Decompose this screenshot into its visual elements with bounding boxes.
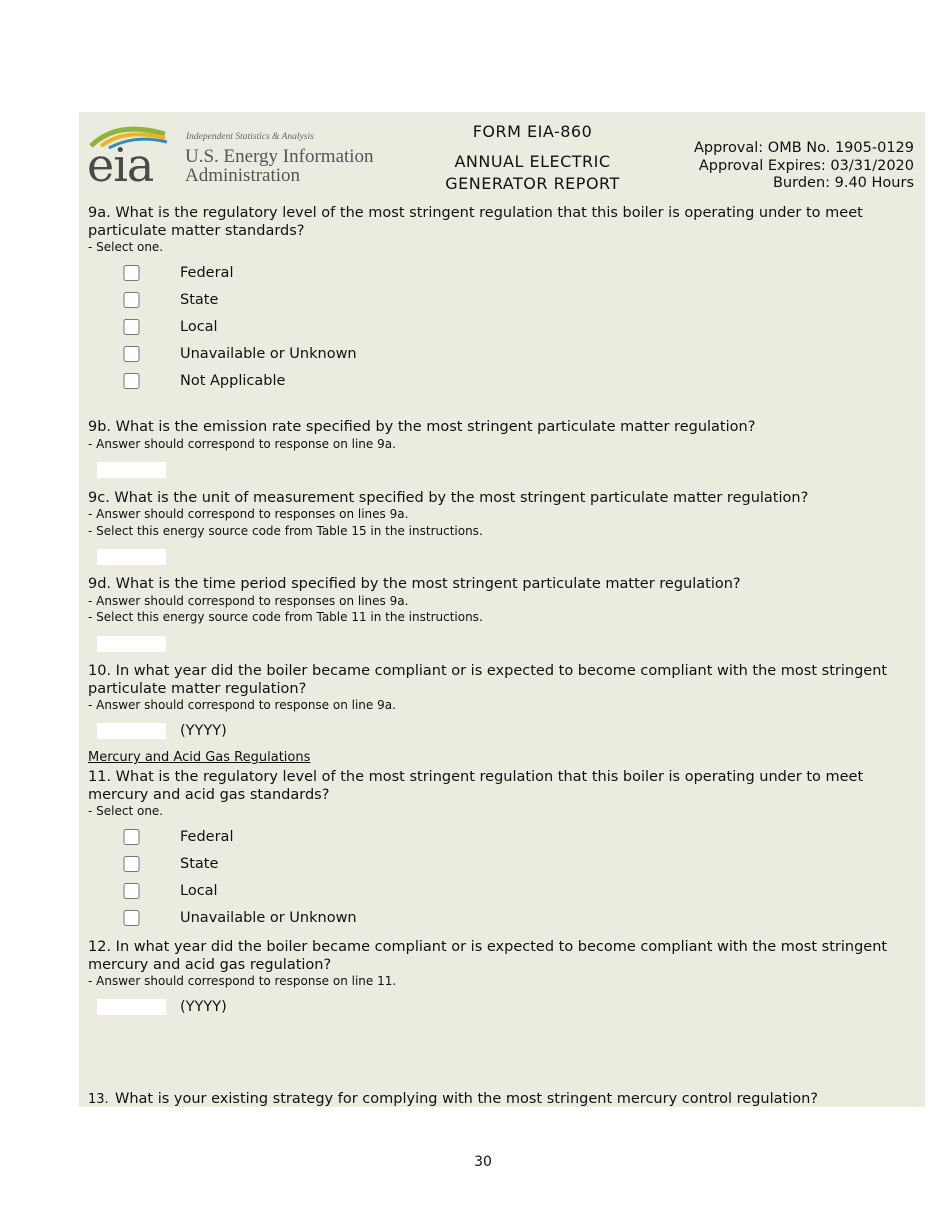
logo-name-line2: Administration — [185, 165, 301, 186]
question-12: 12. In what year did the boiler became compliant or is expected to become compliant with the most stringent mercury and acid gas regulation? — [88, 939, 888, 973]
unit-of-measurement-input[interactable] — [97, 549, 166, 565]
option-9a-local-box[interactable] — [97, 319, 166, 335]
mercury-compliance-year-input[interactable] — [97, 999, 166, 1015]
note-12: - Answer should correspond to response on line 11. — [88, 974, 397, 988]
option-9a-na-box[interactable] — [97, 373, 166, 389]
approval-block — [694, 140, 914, 193]
question-9a: 9a. What is the regulatory level of the most stringent regulation that this boiler is operating under to meet particulate matter standards? — [88, 205, 863, 239]
year-format-12: (YYYY) — [180, 999, 227, 1015]
time-period-input[interactable] — [97, 636, 166, 652]
option-9a-na: Not Applicable — [180, 373, 286, 389]
form-title-line2: GENERATOR REPORT — [445, 174, 620, 193]
pm-compliance-year-input[interactable] — [97, 723, 166, 739]
year-format-10: (YYYY) — [180, 723, 227, 739]
eia-mark: eia — [87, 138, 154, 192]
question-9b: 9b. What is the emission rate specified by the most stringent particulate matter regulation? — [88, 419, 756, 435]
eia-logo — [87, 122, 387, 192]
note-9d-2: - Select this energy source code from Table 11 in the instructions. — [88, 610, 483, 624]
note-9d-1: - Answer should correspond to responses on lines 9a. — [88, 594, 409, 608]
note-11: - Select one. — [88, 804, 164, 818]
option-11-unknown: Unavailable or Unknown — [180, 910, 357, 926]
question-11: 11. What is the regulatory level of the most stringent regulation that this boiler is operating under to meet mercury and acid gas standards? — [88, 769, 864, 803]
note-10: - Answer should correspond to response on line 9a. — [88, 698, 396, 712]
option-9a-state: State — [180, 292, 219, 308]
option-11-local-box[interactable] — [97, 883, 166, 899]
question-9d: 9d. What is the time period specified by the most stringent particulate matter regulation? — [88, 576, 741, 592]
emission-rate-input[interactable] — [97, 462, 166, 478]
option-11-federal: Federal — [180, 829, 234, 845]
option-11-unknown-box[interactable] — [97, 910, 166, 926]
option-9a-unknown-box[interactable] — [97, 346, 166, 362]
option-9a-state-box[interactable] — [97, 292, 166, 308]
option-11-state: State — [180, 856, 219, 872]
approval-expires: Approval Expires: 03/31/2020 — [698, 157, 914, 174]
approval-omb: Approval: OMB No. 1905-0129 — [693, 140, 914, 156]
logo-tagline: Independent Statistics & Analysis — [186, 132, 314, 142]
question-9c: 9c. What is the unit of measurement specified by the most stringent particulate matter regulation? — [88, 490, 809, 506]
option-9a-local: Local — [180, 319, 218, 335]
option-11-federal-box[interactable] — [97, 829, 166, 845]
option-9a-federal-box[interactable] — [97, 265, 166, 281]
note-9b: - Answer should correspond to response on line 9a. — [88, 437, 396, 451]
note-9c-1: - Answer should correspond to responses on lines 9a. — [88, 507, 409, 521]
page-number: 30 — [474, 1154, 492, 1170]
question-13: What is your existing strategy for complying with the most stringent mercury control regulation? — [115, 1091, 818, 1107]
note-9c-2: - Select this energy source code from Table 15 in the instructions. — [88, 524, 483, 538]
option-11-local: Local — [180, 883, 218, 899]
question-10: 10. In what year did the boiler became compliant or is expected to become compliant with the most stringent particulate matter regulation? — [88, 663, 888, 697]
option-9a-federal: Federal — [180, 265, 234, 281]
option-11-state-box[interactable] — [97, 856, 166, 872]
logo-name-line1: U.S. Energy Information — [185, 146, 374, 167]
section-mercury-acid-gas: Mercury and Acid Gas Regulations — [88, 750, 311, 765]
burden-hours: Burden: 9.40 Hours — [772, 175, 914, 191]
form-number: FORM EIA-860 — [472, 122, 593, 141]
note-9a: - Select one. — [88, 240, 164, 254]
option-9a-unknown: Unavailable or Unknown — [180, 346, 357, 362]
form-title-line1: ANNUAL ELECTRIC — [454, 152, 611, 171]
question-13-number: 13. — [88, 1092, 109, 1107]
